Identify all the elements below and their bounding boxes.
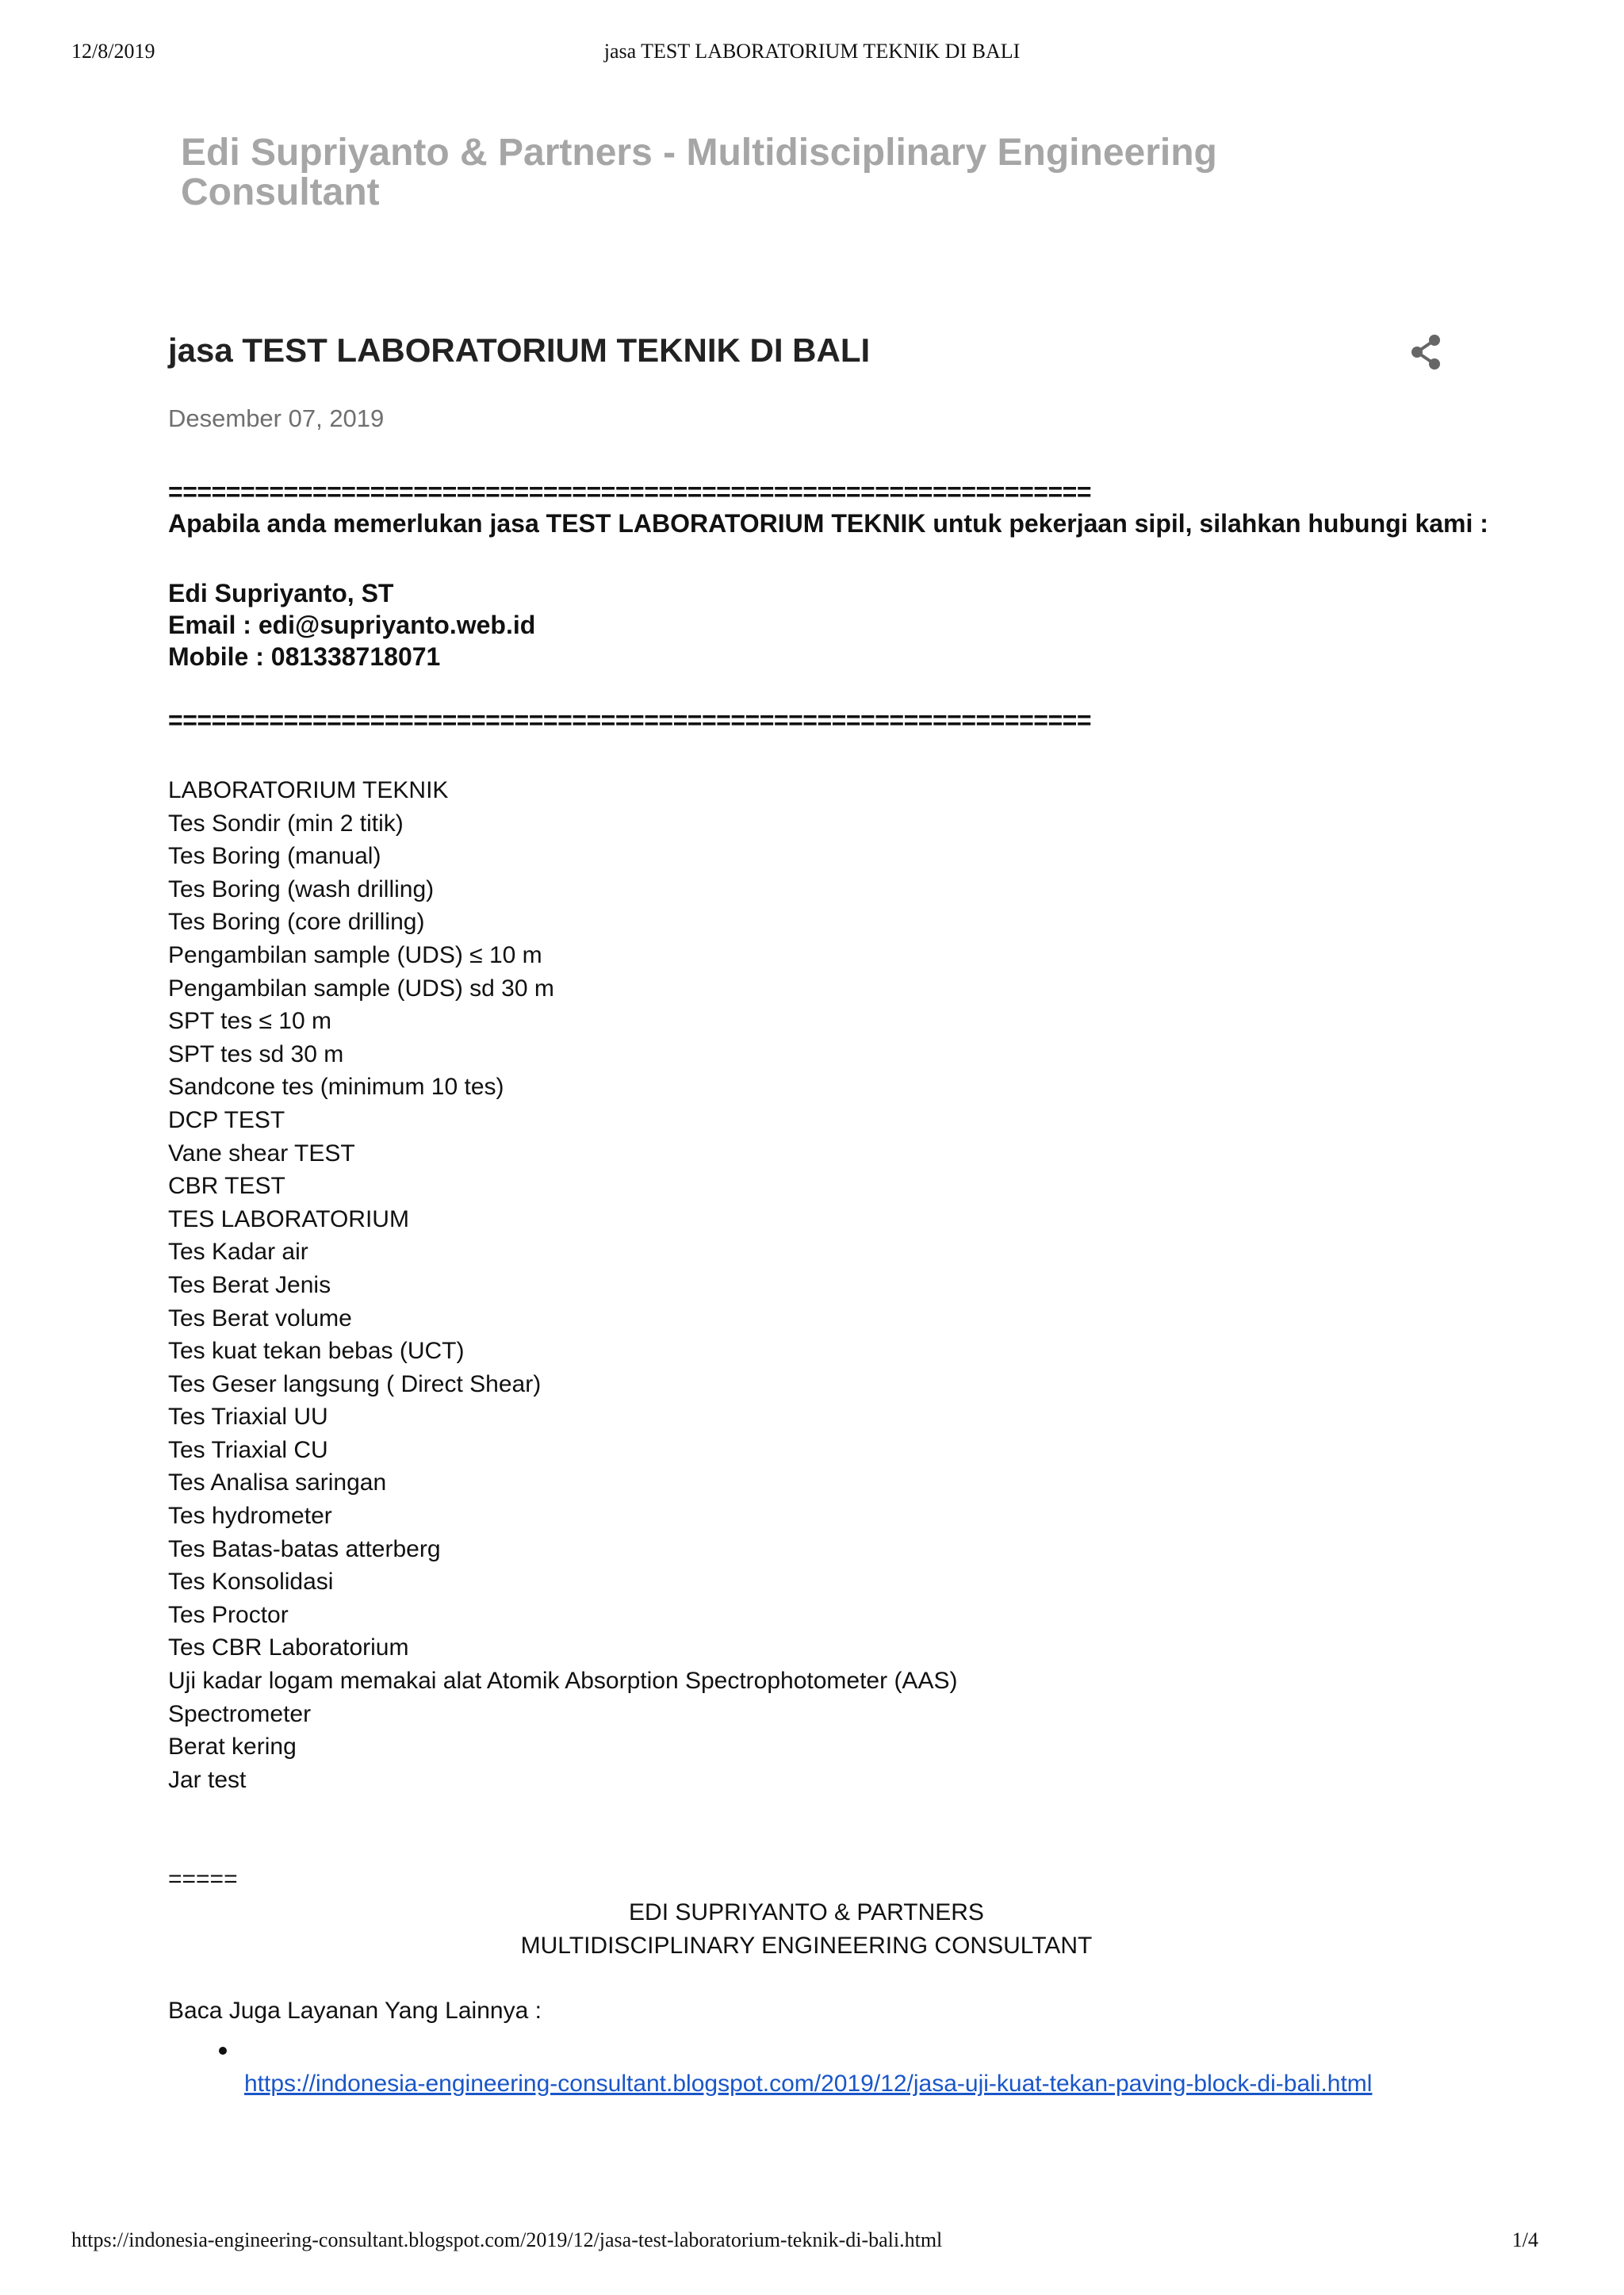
service-item: Berat kering <box>168 1734 297 1761</box>
service-item: Tes Boring (manual) <box>168 843 381 870</box>
service-item: Tes Proctor <box>168 1601 289 1628</box>
print-title: jasa TEST LABORATORIUM TEKNIK DI BALI <box>603 40 1021 63</box>
service-item: Tes Kadar air <box>168 1239 308 1266</box>
blog-title[interactable]: Edi Supriyanto & Partners - Multidisciplinary Engineering Consultant <box>181 132 1217 213</box>
service-item: Tes Geser langsung ( Direct Shear) <box>168 1370 542 1397</box>
service-item: TES LABORATORIUM <box>168 1205 409 1232</box>
service-item: Tes Batas-batas atterberg <box>168 1535 441 1562</box>
company-name: EDI SUPRIYANTO & PARTNERS <box>629 1899 984 1925</box>
service-item: Pengambilan sample (UDS) ≤ 10 m <box>168 941 542 968</box>
service-item: Tes Triaxial UU <box>168 1404 328 1431</box>
service-item: LABORATORIUM TEKNIK <box>168 777 449 803</box>
print-header <box>0 40 1624 68</box>
post-body <box>168 476 1588 2107</box>
service-item: CBR TEST <box>168 1173 285 1200</box>
service-item: DCP TEST <box>168 1106 285 1133</box>
page-number: 1/4 <box>1511 2228 1538 2251</box>
company-tagline: MULTIDISCIPLINARY ENGINEERING CONSULTANT <box>520 1932 1093 1959</box>
print-footer <box>0 2228 1624 2257</box>
service-item: Tes CBR Laboratorium <box>168 1634 409 1661</box>
service-item: Tes Triaxial CU <box>168 1436 328 1463</box>
service-item: Jar test <box>168 1766 247 1793</box>
share-icon[interactable] <box>1408 333 1443 371</box>
short-separator: ===== <box>168 1866 238 1893</box>
post-date: Desember 07, 2019 <box>168 404 385 432</box>
service-list <box>168 774 1588 1796</box>
list-item <box>168 2036 1588 2107</box>
contact-email: Email : edi@supriyanto.web.id <box>168 611 536 639</box>
related-link[interactable]: https://indonesia-engineering-consultant.blogspot.com/2019/12/jasa-uji-kuat-tekan-paving-block-di-bali.html <box>244 2070 1373 2097</box>
service-item: Tes Boring (wash drilling) <box>168 875 435 902</box>
service-item: Tes Berat volume <box>168 1305 352 1331</box>
service-item: Sandcone tes (minimum 10 tes) <box>168 1074 504 1101</box>
read-also-label: Baca Juga Layanan Yang Lainnya : <box>168 1998 542 2025</box>
service-item: Tes Analisa saringan <box>168 1469 387 1496</box>
service-item: Tes kuat tekan bebas (UCT) <box>168 1338 465 1365</box>
contact-name: Edi Supriyanto, ST <box>168 579 394 607</box>
service-item: Tes hydrometer <box>168 1503 332 1530</box>
service-item: SPT tes ≤ 10 m <box>168 1008 331 1035</box>
service-item: Spectrometer <box>168 1700 312 1727</box>
print-url: https://indonesia-engineering-consultant.blogspot.com/2019/12/jasa-test-laboratorium-teknik-di-bali.html <box>71 2228 943 2251</box>
service-item: Vane shear TEST <box>168 1140 355 1167</box>
service-item: Uji kadar logam memakai alat Atomik Absorption Spectrophotometer (AAS) <box>168 1668 958 1695</box>
separator-bottom: ================================================================ <box>168 706 1091 734</box>
service-item: Tes Boring (core drilling) <box>168 909 425 936</box>
contact-mobile: Mobile : 081338718071 <box>168 642 441 671</box>
intro-text: Apabila anda memerlukan jasa TEST LABORATORIUM TEKNIK untuk pekerjaan sipil, silahkan hubungi kami : <box>168 509 1488 538</box>
print-date: 12/8/2019 <box>71 40 155 63</box>
service-item: SPT tes sd 30 m <box>168 1040 344 1067</box>
bullet-icon <box>219 2047 227 2055</box>
service-item: Pengambilan sample (UDS) sd 30 m <box>168 975 554 1002</box>
post-title: jasa TEST LABORATORIUM TEKNIK DI BALI <box>168 331 871 369</box>
service-item: Tes Konsolidasi <box>168 1569 334 1596</box>
service-item: Tes Berat Jenis <box>168 1271 331 1298</box>
service-item: Tes Sondir (min 2 titik) <box>168 810 404 837</box>
separator-top: ================================================================ <box>168 477 1091 506</box>
